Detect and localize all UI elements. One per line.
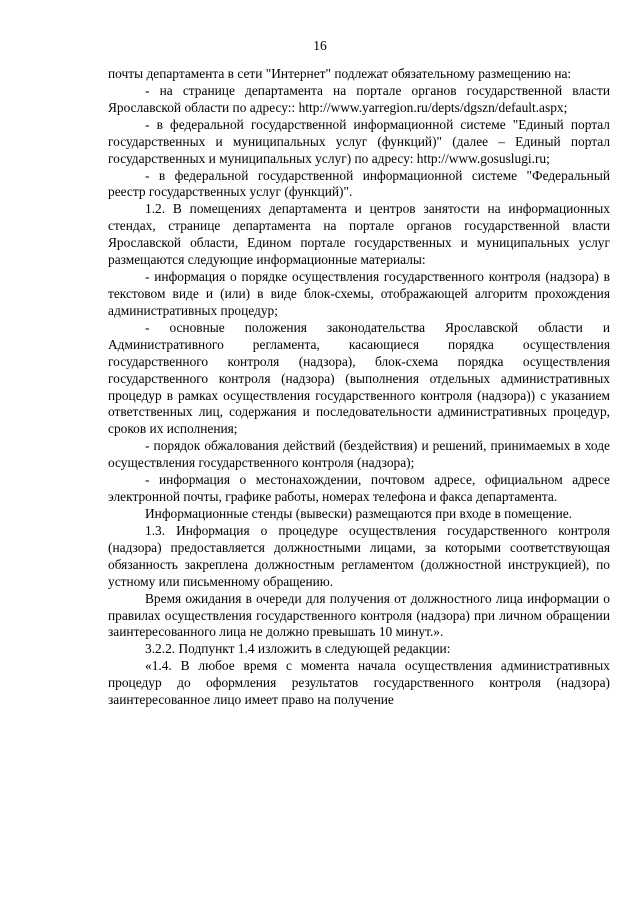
list-item-contacts: - информация о местонахождении, почтовом адресе, официальном адресе электронной почты, графике работы, номерах телефона и факса департамента. bbox=[108, 472, 610, 505]
clause-1-4: «1.4. В любое время с момента начала осуществления административных процедур до оформления результатов государственного контроля (надзора) заинтересованное лицо имеет право на получение bbox=[108, 658, 610, 708]
clause-3-2-2: 3.2.2. Подпункт 1.4 изложить в следующей редакции: bbox=[145, 641, 451, 657]
clause-1-3: 1.3. Информация о процедуре осуществления государственного контроля (надзора) предоставляется должностными лицами, за которыми соответствующая обязанность закреплена должностным регламентом (должностной инструкцией), по устному или письменному обращению. bbox=[108, 522, 610, 589]
list-item-regional-portal: - на странице департамента на портале органов государственной власти Ярославской области по адресу:: http://www.yarregion.ru/depts/dgszn/default.aspx; bbox=[108, 82, 610, 115]
document-body bbox=[108, 66, 610, 709]
paragraph-waiting-time: Время ожидания в очереди для получения от должностного лица информации о правилах осуществления государственного контроля (надзора) при личном обращении заинтересованного лица не должно превышать 10 минут.». bbox=[108, 590, 610, 640]
list-item-federal-registry: - в федеральной государственной информационной системе "Федеральный реестр государственных услуг (функций)". bbox=[108, 167, 610, 200]
list-item-appeal: - порядок обжалования действий (бездействия) и решений, принимаемых в ходе осуществления государственного контроля (надзора); bbox=[108, 438, 610, 471]
list-item-procedure-info: - информация о порядке осуществления государственного контроля (надзора) в текстовом виде и (или) в виде блок-схемы, отображающей алгоритм прохождения административных процедур; bbox=[108, 269, 610, 318]
list-item-unified-portal: - в федеральной государственной информационной системе "Единый портал государственных и муниципальных услуг (функций)" (далее – Единый портал государственных и муниципальных услуг) по адресу: http://www.gosuslugi.ru; bbox=[108, 116, 610, 166]
paragraph-stands: Информационные стенды (вывески) размещаются при входе в помещение. bbox=[145, 505, 573, 521]
list-item-legislation: - основные положения законодательства Ярославской области и Административного регламента, касающиеся порядка осуществления государственного контроля (надзора), блок-схема порядка осуществления государственного контроля (надзора) (выполнения отдельных административных процедур в рамках осуществления государственного контроля (надзора)) с указанием ответственных лиц, содержания и последовательности административных процедур, сроков их исполнения; bbox=[108, 319, 610, 437]
clause-1-2: 1.2. В помещениях департамента и центров занятости на информационных стендах, странице департамента на портале органов государственной власти Ярославской области, Едином портале государственных и муниципальных услуг размещаются следующие информационные материалы: bbox=[108, 201, 610, 268]
paragraph: почты департамента в сети "Интернет" подлежат обязательному размещению на: bbox=[108, 66, 572, 81]
page-number: 16 bbox=[313, 38, 327, 53]
